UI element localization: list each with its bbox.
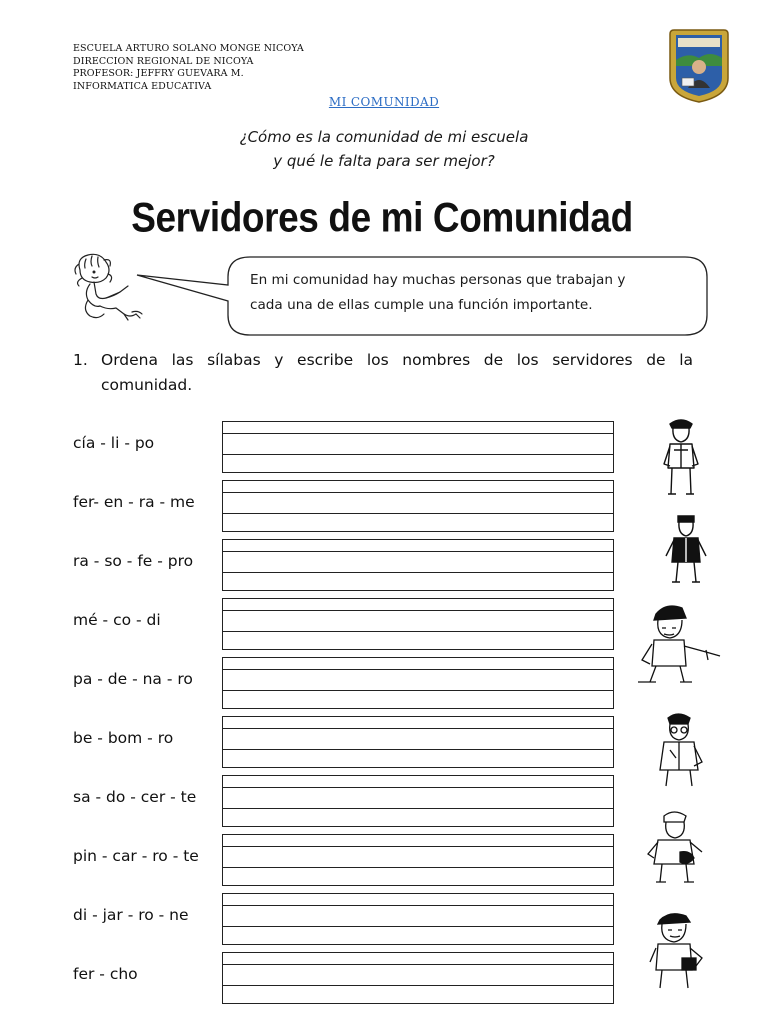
instruction-number: 1. xyxy=(73,351,88,369)
subject-link[interactable]: MI COMUNIDAD xyxy=(328,95,440,109)
answer-box[interactable] xyxy=(222,716,614,768)
exercise-row xyxy=(0,421,768,473)
mail-carrier-icon xyxy=(646,908,708,990)
answer-box[interactable] xyxy=(222,834,614,886)
syllables: sa - do - cer - te xyxy=(73,788,197,806)
header-region: DIRECCION REGIONAL DE NICOYA xyxy=(73,55,254,67)
syllables: pa - de - na - ro xyxy=(73,670,193,688)
header-school: ESCUELA ARTURO SOLANO MONGE NICOYA xyxy=(73,43,304,54)
school-header xyxy=(73,43,304,93)
carpenter-icon xyxy=(644,808,708,886)
answer-box[interactable] xyxy=(222,421,614,473)
syllables: di - jar - ro - ne xyxy=(73,906,189,924)
bubble-line-1: En mi comunidad hay muchas personas que trabajan y xyxy=(250,272,626,288)
exercise-row xyxy=(0,539,768,591)
page-title: Servidores de mi Comunidad xyxy=(131,194,633,241)
police-officer-icon xyxy=(660,416,702,498)
exercise-row xyxy=(0,480,768,532)
syllables: fer - cho xyxy=(73,965,138,983)
school-logo xyxy=(668,26,730,104)
answer-box[interactable] xyxy=(222,657,614,709)
answer-box[interactable] xyxy=(222,598,614,650)
syllables: fer- en - ra - me xyxy=(73,493,195,511)
bubble-text xyxy=(250,268,700,318)
question-line-2: y qué le falta para ser mejor? xyxy=(273,152,495,170)
answer-box[interactable] xyxy=(222,480,614,532)
question-line-1: ¿Cómo es la comunidad de mi escuela xyxy=(239,128,529,146)
syllables: ra - so - fe - pro xyxy=(73,552,194,570)
teacher-icon xyxy=(654,710,706,788)
nurse-icon xyxy=(664,512,710,586)
header-teacher: PROFESOR: JEFFRY GUEVARA M. xyxy=(73,68,244,80)
instruction-text: Ordena las sílabas y escribe los nombres de los servidores de la comunidad. xyxy=(101,351,693,394)
answer-box[interactable] xyxy=(222,775,614,827)
subject-title xyxy=(0,95,768,109)
syllables: pin - car - ro - te xyxy=(73,847,199,865)
answer-box[interactable] xyxy=(222,539,614,591)
exercise-row xyxy=(0,716,768,768)
syllables: mé - co - di xyxy=(73,611,161,629)
syllables: be - bom - ro xyxy=(73,729,174,747)
syllables: cía - li - po xyxy=(73,434,155,452)
bubble-line-2: cada una de ellas cumple una función importante. xyxy=(250,297,593,313)
answer-box[interactable] xyxy=(222,893,614,945)
header-course: INFORMATICA EDUCATIVA xyxy=(73,80,212,92)
answer-box[interactable] xyxy=(222,952,614,1004)
instruction xyxy=(73,348,693,398)
firefighter-icon xyxy=(636,600,722,686)
